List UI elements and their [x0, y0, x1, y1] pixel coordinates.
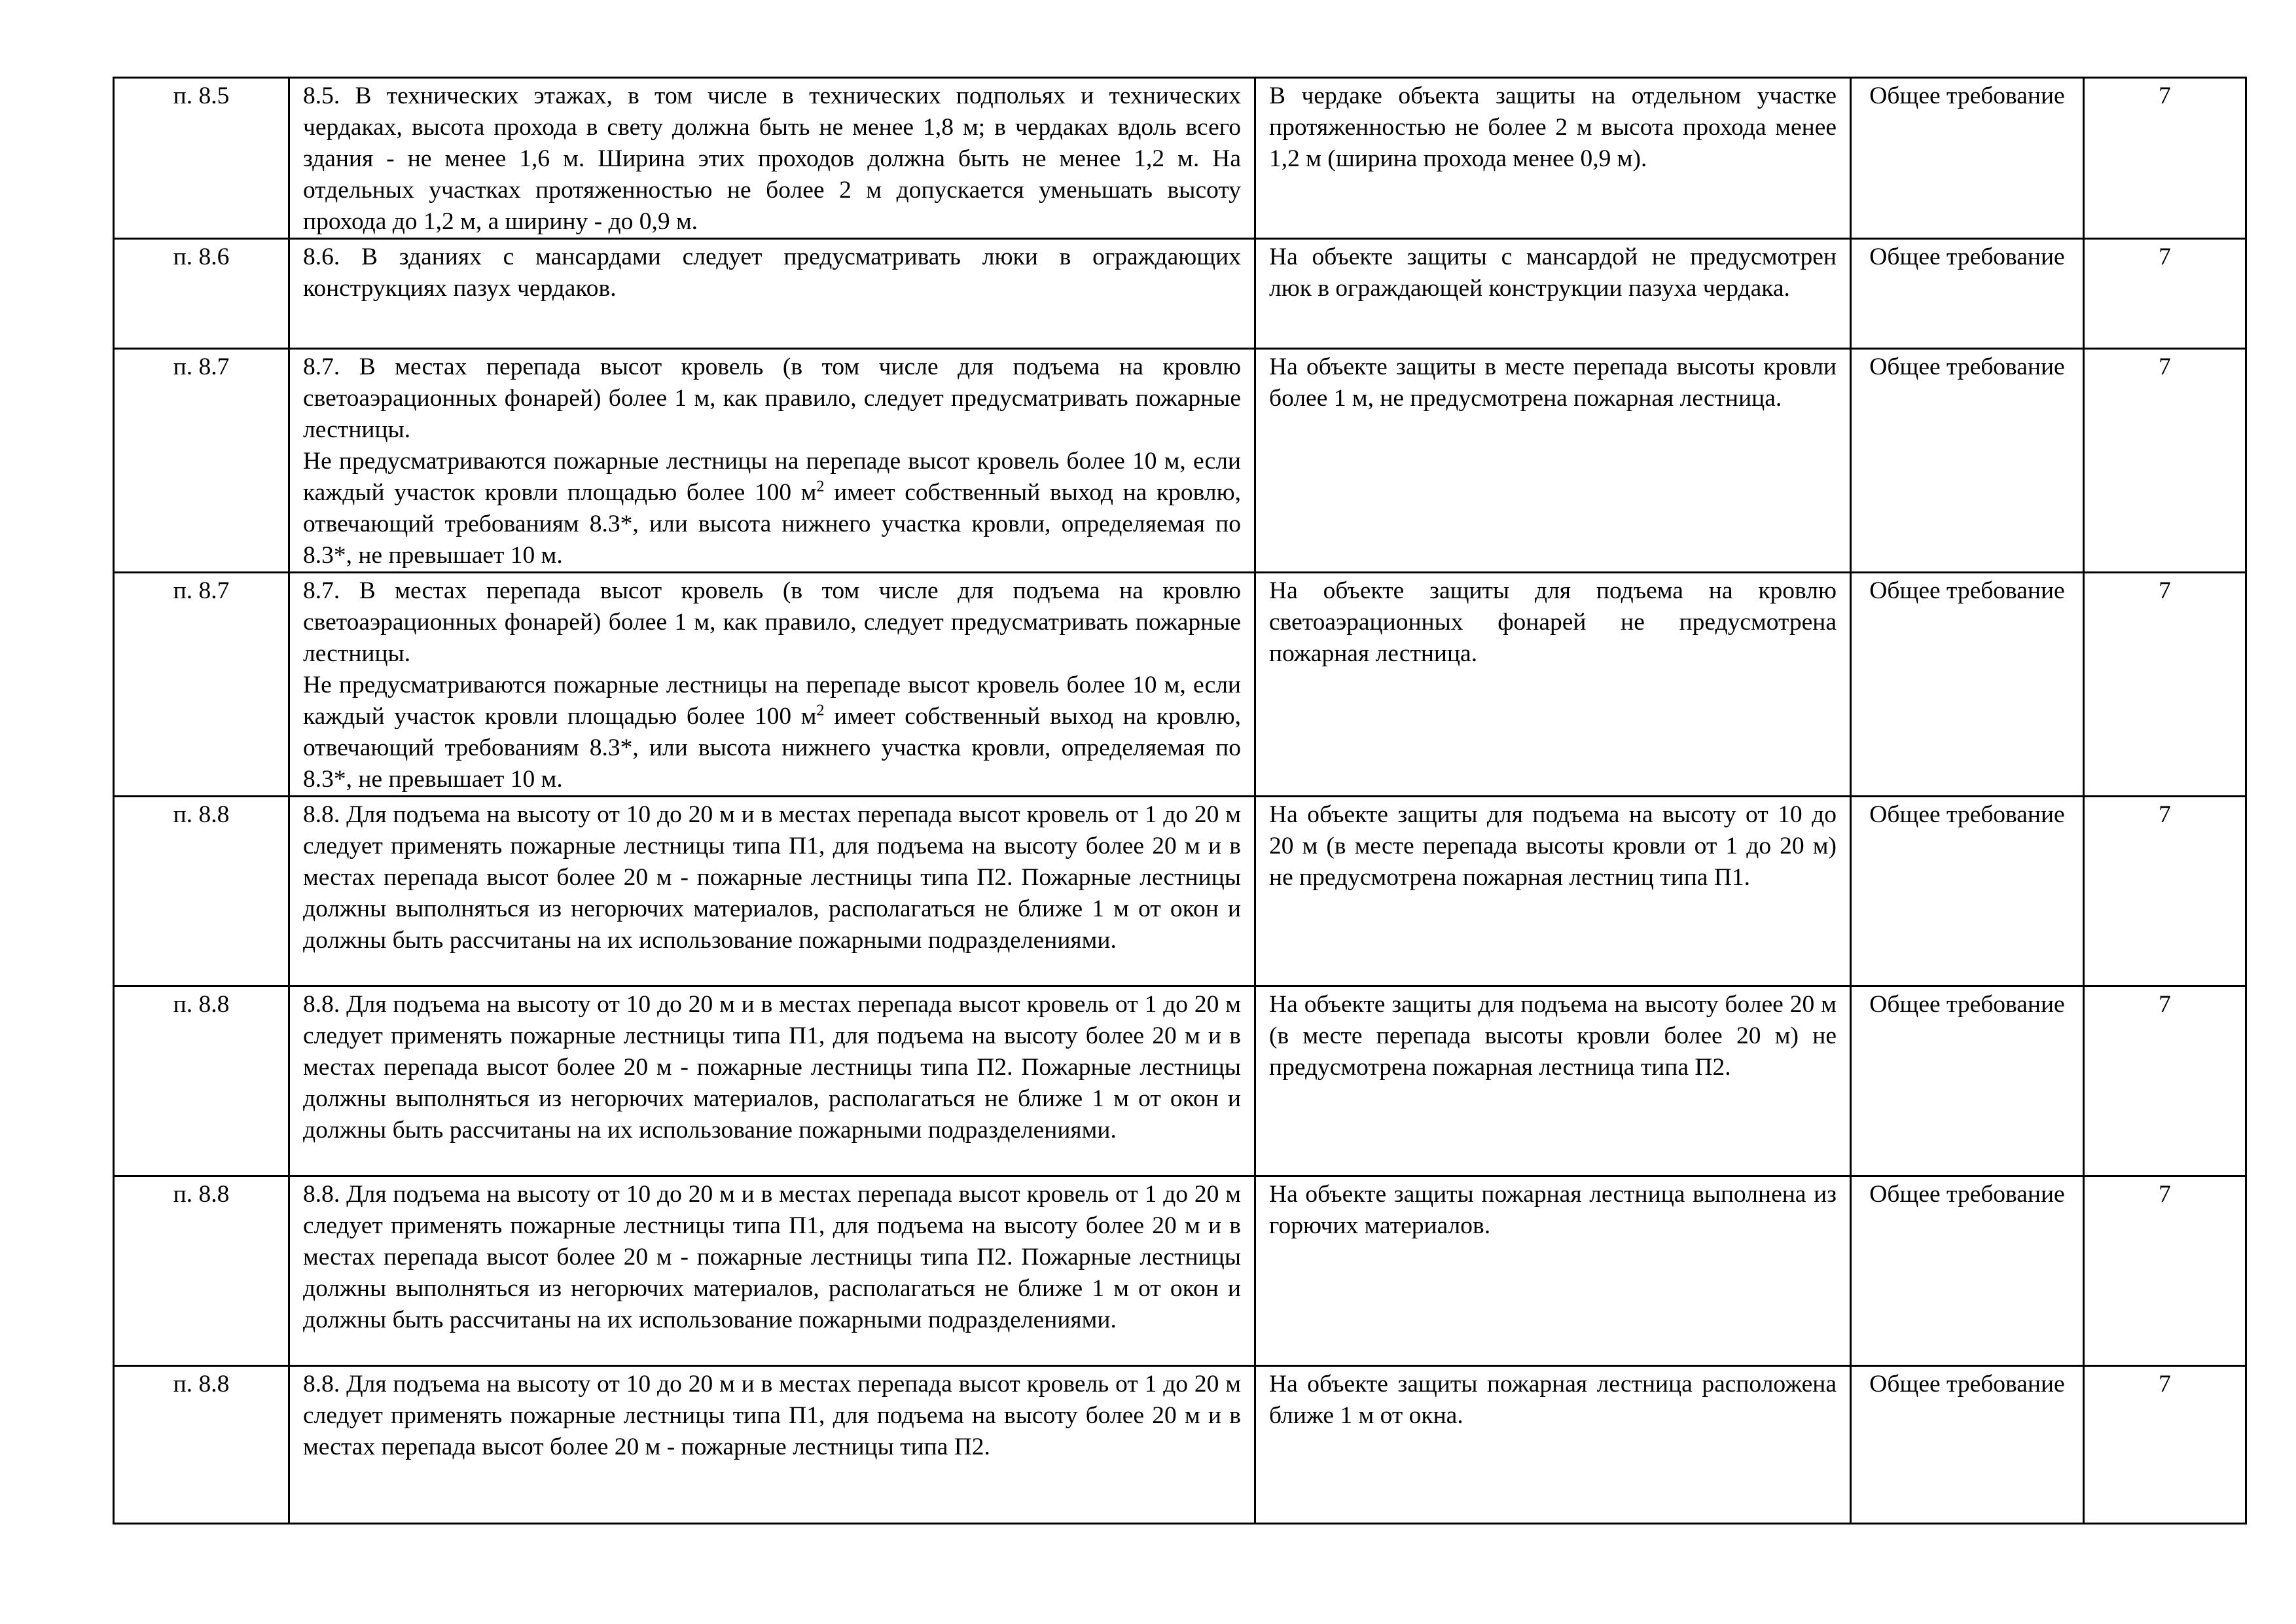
- requirements-table: [113, 77, 2247, 1525]
- violation-cell: На объекте защиты для подъема на кровлю светоаэрационных фонарей не предусмотрена пожарная лестница.: [1255, 573, 1851, 797]
- table-row: [114, 349, 2246, 573]
- violation-cell: На объекте защиты для подъема на высоту от 10 до 20 м (в месте перепада высоты кровли от 1 до 20 м) не предусмотрена пожарная лестниц типа П1.: [1255, 797, 1851, 986]
- requirement-paragraph: Не предусматриваются пожарные лестницы на перепаде высот кровель более 10 м, если каждый участок кровли площадью более 100 $м^2$ имеет собственный выход на кровлю, отвечающий требованиям 8.3*, или высота нижнего участка кровли, определяемая по 8.3*, не превышает 10 м.: [303, 672, 1241, 793]
- clause-ref-cell: п. 8.7: [114, 573, 289, 797]
- article-number-cell: 7: [2084, 573, 2246, 797]
- requirement-cell: [289, 349, 1255, 573]
- table-row: [114, 239, 2246, 349]
- requirement-cell: 8.5. В технических этажах, в том числе в технических подпольях и технических чердаках, высота прохода в свету должна быть не менее 1,8 м; в чердаках вдоль всего здания - не менее 1,6 м. Ширина этих проходов должна быть не менее 1,2 м. На отдельных участках протяженностью не более 2 м допускается уменьшать высоту прохода до 1,2 м, а ширину - до 0,9 м.: [289, 78, 1255, 239]
- violation-cell: На объекте защиты пожарная лестница выполнена из горючих материалов.: [1255, 1176, 1851, 1366]
- article-number-cell: 7: [2084, 986, 2246, 1176]
- table-row: [114, 573, 2246, 797]
- table-row: [114, 78, 2246, 239]
- clause-ref-cell: п. 8.6: [114, 239, 289, 349]
- article-number-cell: 7: [2084, 239, 2246, 349]
- requirement-paragraph: 8.7. В местах перепада высот кровель (в том числе для подъема на кровлю светоаэрационных фонарей) более 1 м, как правило, следует предусматривать пожарные лестницы.: [303, 353, 1241, 443]
- clause-ref-cell: п. 8.8: [114, 986, 289, 1176]
- table-row: [114, 1176, 2246, 1366]
- table-row: [114, 986, 2246, 1176]
- article-number-cell: 7: [2084, 349, 2246, 573]
- requirement-type-cell: Общее требование: [1851, 349, 2084, 573]
- violation-cell: На объекте защиты для подъема на высоту более 20 м (в месте перепада высоты кровли более 20 м) не предусмотрена пожарная лестница типа П2.: [1255, 986, 1851, 1176]
- requirement-cell: 8.6. В зданиях с мансардами следует предусматривать люки в ограждающих конструкциях пазух чердаков.: [289, 239, 1255, 349]
- requirement-type-cell: Общее требование: [1851, 78, 2084, 239]
- article-number-cell: 7: [2084, 78, 2246, 239]
- requirement-paragraph: Не предусматриваются пожарные лестницы на перепаде высот кровель более 10 м, если каждый участок кровли площадью более 100 $м^2$ имеет собственный выход на кровлю, отвечающий требованиям 8.3*, или высота нижнего участка кровли, определяемая по 8.3*, не превышает 10 м.: [303, 448, 1241, 569]
- article-number-cell: 7: [2084, 797, 2246, 986]
- table-row: [114, 797, 2246, 986]
- requirement-type-cell: Общее требование: [1851, 986, 2084, 1176]
- table-row: [114, 1366, 2246, 1524]
- clause-ref-cell: п. 8.8: [114, 797, 289, 986]
- requirement-cell: 8.8. Для подъема на высоту от 10 до 20 м и в местах перепада высот кровель от 1 до 20 м следует применять пожарные лестницы типа П1, для подъема на высоту более 20 м и в местах перепада высот более 20 м - пожарные лестницы типа П2.: [289, 1366, 1255, 1524]
- article-number-cell: 7: [2084, 1366, 2246, 1524]
- requirement-cell: 8.8. Для подъема на высоту от 10 до 20 м и в местах перепада высот кровель от 1 до 20 м следует применять пожарные лестницы типа П1, для подъема на высоту более 20 м и в местах перепада высот более 20 м - пожарные лестницы типа П2. Пожарные лестницы должны выполняться из негорючих материалов, располагаться не ближе 1 м от окон и должны быть рассчитаны на их использование пожарными подразделениями.: [289, 797, 1255, 986]
- violation-cell: На объекте защиты пожарная лестница расположена ближе 1 м от окна.: [1255, 1366, 1851, 1524]
- requirement-type-cell: Общее требование: [1851, 239, 2084, 349]
- violation-cell: На объекте защиты в месте перепада высоты кровли более 1 м, не предусмотрена пожарная лестница.: [1255, 349, 1851, 573]
- requirement-type-cell: Общее требование: [1851, 797, 2084, 986]
- violation-cell: В чердаке объекта защиты на отдельном участке протяженностью не более 2 м высота прохода менее 1,2 м (ширина прохода менее 0,9 м).: [1255, 78, 1851, 239]
- requirement-cell: [289, 573, 1255, 797]
- clause-ref-cell: п. 8.8: [114, 1176, 289, 1366]
- article-number-cell: 7: [2084, 1176, 2246, 1366]
- requirement-cell: 8.8. Для подъема на высоту от 10 до 20 м и в местах перепада высот кровель от 1 до 20 м следует применять пожарные лестницы типа П1, для подъема на высоту более 20 м и в местах перепада высот более 20 м - пожарные лестницы типа П2. Пожарные лестницы должны выполняться из негорючих материалов, располагаться не ближе 1 м от окон и должны быть рассчитаны на их использование пожарными подразделениями.: [289, 1176, 1255, 1366]
- clause-ref-cell: п. 8.5: [114, 78, 289, 239]
- requirement-type-cell: Общее требование: [1851, 573, 2084, 797]
- requirement-paragraph: 8.7. В местах перепада высот кровель (в том числе для подъема на кровлю светоаэрационных фонарей) более 1 м, как правило, следует предусматривать пожарные лестницы.: [303, 577, 1241, 667]
- document-page: [113, 77, 2245, 1525]
- clause-ref-cell: п. 8.8: [114, 1366, 289, 1524]
- violation-cell: На объекте защиты с мансардой не предусмотрен люк в ограждающей конструкции пазуха чердака.: [1255, 239, 1851, 349]
- requirement-type-cell: Общее требование: [1851, 1176, 2084, 1366]
- requirement-cell: 8.8. Для подъема на высоту от 10 до 20 м и в местах перепада высот кровель от 1 до 20 м следует применять пожарные лестницы типа П1, для подъема на высоту более 20 м и в местах перепада высот более 20 м - пожарные лестницы типа П2. Пожарные лестницы должны выполняться из негорючих материалов, располагаться не ближе 1 м от окон и должны быть рассчитаны на их использование пожарными подразделениями.: [289, 986, 1255, 1176]
- clause-ref-cell: п. 8.7: [114, 349, 289, 573]
- requirement-type-cell: Общее требование: [1851, 1366, 2084, 1524]
